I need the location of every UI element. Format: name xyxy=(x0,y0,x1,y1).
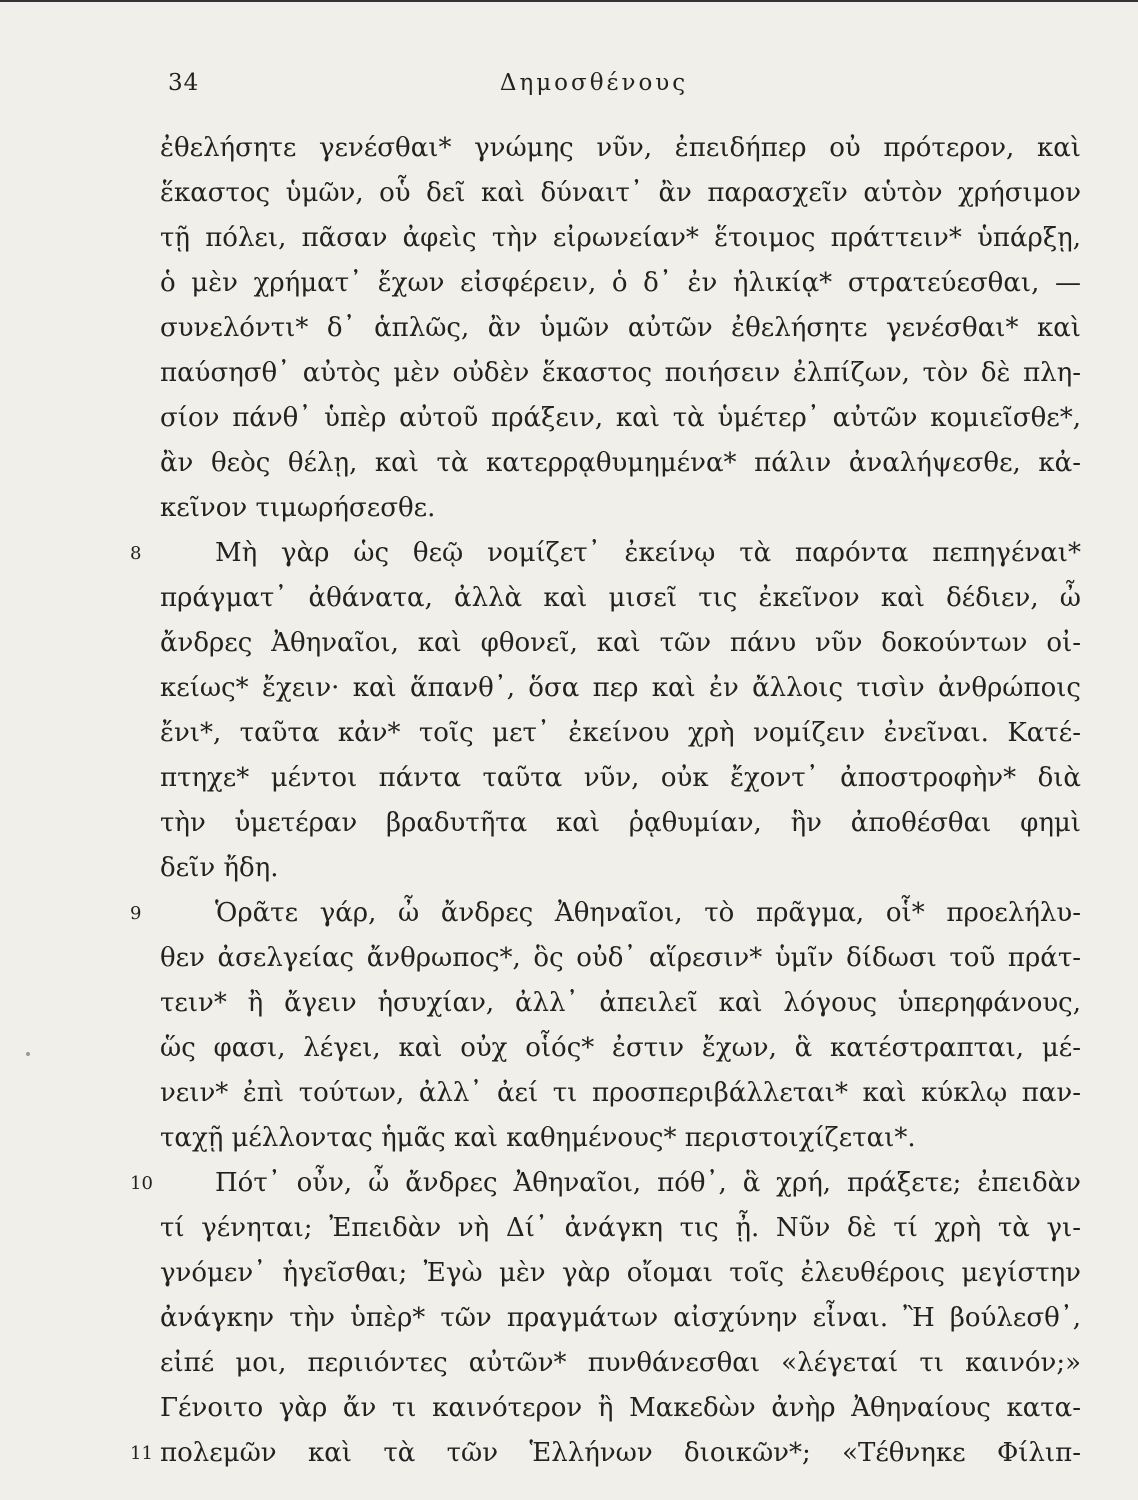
text-line xyxy=(160,441,1090,486)
text-line xyxy=(160,756,1090,801)
section-number: 9 xyxy=(130,903,142,924)
text-line xyxy=(160,801,1090,846)
text-line xyxy=(160,711,1090,756)
line-text: νειν* ἐπὶ τούτων, ἀλλ᾽ ἀεί τι προσπεριβάλλεται* καὶ κύκλῳ παν- xyxy=(160,1078,1081,1108)
text-line xyxy=(160,621,1090,666)
line-text: ἐθελήσητε γενέσθαι* γνώμης νῦν, ἐπειδήπερ οὐ πρότερον, καὶ xyxy=(160,133,1081,163)
line-text: Γένοιτο γὰρ ἄν τι καινότερον ἢ Μακεδὼν ἀνὴρ Ἀθηναίους κατα- xyxy=(160,1393,1081,1423)
line-text: πτηχε* μέντοι πάντα ταῦτα νῦν, οὐκ ἔχοντ᾽ ἀποστροφὴν* διὰ xyxy=(160,763,1081,793)
line-text: ἂν θεὸς θέλῃ, καὶ τὰ κατερρᾳθυμημένα* πάλιν ἀναλήψεσθε, κἀ- xyxy=(160,448,1081,478)
section-number: 11 xyxy=(130,1443,153,1464)
text-line xyxy=(160,486,1090,531)
section-number: 10 xyxy=(130,1173,153,1194)
text-line xyxy=(160,216,1090,261)
text-line xyxy=(160,1296,1090,1341)
text-line xyxy=(160,936,1090,981)
margin-speck xyxy=(26,1052,30,1056)
page-number: 34 xyxy=(168,70,200,96)
text-line xyxy=(160,1341,1090,1386)
line-text: θεν ἀσελγείας ἄνθρωπος*, ὃς οὐδ᾽ αἵρεσιν* ὑμῖν δίδωσι τοῦ πράτ- xyxy=(160,943,1081,973)
line-text: δεῖν ἤδη. xyxy=(160,853,279,883)
top-edge-line xyxy=(0,0,1138,2)
text-line xyxy=(160,846,1090,891)
line-text: σίον πάνθ᾽ ὑπὲρ αὐτοῦ πράξειν, καὶ τὰ ὑμέτερ᾽ αὐτῶν κομιεῖσθε*, xyxy=(160,403,1081,433)
text-line xyxy=(160,396,1090,441)
line-text: παύσησθ᾽ αὐτὸς μὲν οὐδὲν ἕκαστος ποιήσειν ἐλπίζων, τὸν δὲ πλη- xyxy=(160,358,1081,388)
text-line xyxy=(160,981,1090,1026)
line-text: Ὁρᾶτε γάρ, ὦ ἄνδρες Ἀθηναῖοι, τὸ πρᾶγμα, οἷ* προελήλυ- xyxy=(215,898,1081,928)
line-text: ὥς φασι, λέγει, καὶ οὐχ οἷός* ἐστιν ἔχων, ἃ κατέστραπται, μέ- xyxy=(160,1033,1081,1063)
line-text: ἄνδρες Ἀθηναῖοι, καὶ φθονεῖ, καὶ τῶν πάνυ νῦν δοκούντων οἰ- xyxy=(160,628,1081,658)
line-text: ἕκαστος ὑμῶν, οὗ δεῖ καὶ δύναιτ᾽ ἂν παρασχεῖν αὑτὸν χρήσιμον xyxy=(160,178,1081,208)
text-line xyxy=(160,1386,1090,1431)
line-text: κεῖνον τιμωρήσεσθε. xyxy=(160,493,436,523)
line-text: γνόμεν᾽ ἡγεῖσθαι; Ἐγὼ μὲν γὰρ οἴομαι τοῖς ἐλευθέροις μεγίστην xyxy=(160,1258,1081,1288)
text-line xyxy=(130,1161,1090,1206)
line-text: ἀνάγκην τὴν ὑπὲρ* τῶν πραγμάτων αἰσχύνην εἶναι. Ἢ βούλεσθ᾽, xyxy=(160,1303,1081,1333)
text-line xyxy=(160,1206,1090,1251)
text-line xyxy=(160,1251,1090,1296)
text-line xyxy=(160,126,1090,171)
line-text: τῇ πόλει, πᾶσαν ἀφεὶς τὴν εἰρωνείαν* ἕτοιμος πράττειν* ὑπάρξῃ, xyxy=(160,223,1081,253)
line-text: ἔνι*, ταῦτα κἀν* τοῖς μετ᾽ ἐκείνου χρὴ νομίζειν ἐνεῖναι. Κατέ- xyxy=(160,718,1081,748)
text-line xyxy=(160,666,1090,711)
line-text: Πότ᾽ οὖν, ὦ ἄνδρες Ἀθηναῖοι, πόθ᾽, ἃ χρή, πράξετε; ἐπειδὰν xyxy=(215,1168,1081,1198)
text-line xyxy=(160,576,1090,621)
running-title: Δημοσθένους xyxy=(499,70,689,96)
text-line xyxy=(160,261,1090,306)
line-text: πολεμῶν καὶ τὰ τῶν Ἑλλήνων διοικῶν*; «Τέθνηκε Φίλιπ- xyxy=(160,1438,1081,1468)
text-line xyxy=(130,531,1090,576)
page-header xyxy=(0,70,1138,104)
line-text: ὁ μὲν χρήματ᾽ ἔχων εἰσφέρειν, ὁ δ᾽ ἐν ἡλικίᾳ* στρατεύεσθαι, — xyxy=(160,268,1081,298)
text-line xyxy=(130,891,1090,936)
line-text: συνελόντι* δ᾽ ἁπλῶς, ἂν ὑμῶν αὐτῶν ἐθελήσητε γενέσθαι* καὶ xyxy=(160,313,1081,343)
line-text: τί γένηται; Ἐπειδὰν νὴ Δί᾽ ἀνάγκη τις ᾖ. Νῦν δὲ τί χρὴ τὰ γι- xyxy=(160,1213,1081,1243)
text-line xyxy=(160,351,1090,396)
text-body xyxy=(130,126,1090,1476)
text-line xyxy=(160,1116,1090,1161)
section-number: 8 xyxy=(130,543,142,564)
text-line xyxy=(160,1026,1090,1071)
line-text: ταχῇ μέλλοντας ἡμᾶς καὶ καθημένους* περιστοιχίζεται*. xyxy=(160,1123,916,1153)
text-line xyxy=(160,306,1090,351)
text-line xyxy=(130,1431,1090,1476)
line-text: τὴν ὑμετέραν βραδυτῆτα καὶ ῥᾳθυμίαν, ἣν ἀποθέσθαι φημὶ xyxy=(160,808,1081,838)
line-text: τειν* ἢ ἄγειν ἡσυχίαν, ἀλλ᾽ ἀπειλεῖ καὶ λόγους ὑπερηφάνους, xyxy=(160,988,1081,1018)
line-text: κείως* ἔχειν· καὶ ἅπανθ᾽, ὅσα περ καὶ ἐν ἄλλοις τισὶν ἀνθρώποις xyxy=(160,673,1081,703)
text-line xyxy=(160,171,1090,216)
line-text: εἰπέ μοι, περιιόντες αὐτῶν* πυνθάνεσθαι «λέγεταί τι καινόν;» xyxy=(160,1348,1081,1378)
line-text: πράγματ᾽ ἀθάνατα, ἀλλὰ καὶ μισεῖ τις ἐκεῖνον καὶ δέδιεν, ὦ xyxy=(160,583,1081,613)
line-text: Μὴ γὰρ ὡς θεῷ νομίζετ᾽ ἐκείνῳ τὰ παρόντα πεπηγέναι* xyxy=(215,538,1081,568)
text-line xyxy=(160,1071,1090,1116)
